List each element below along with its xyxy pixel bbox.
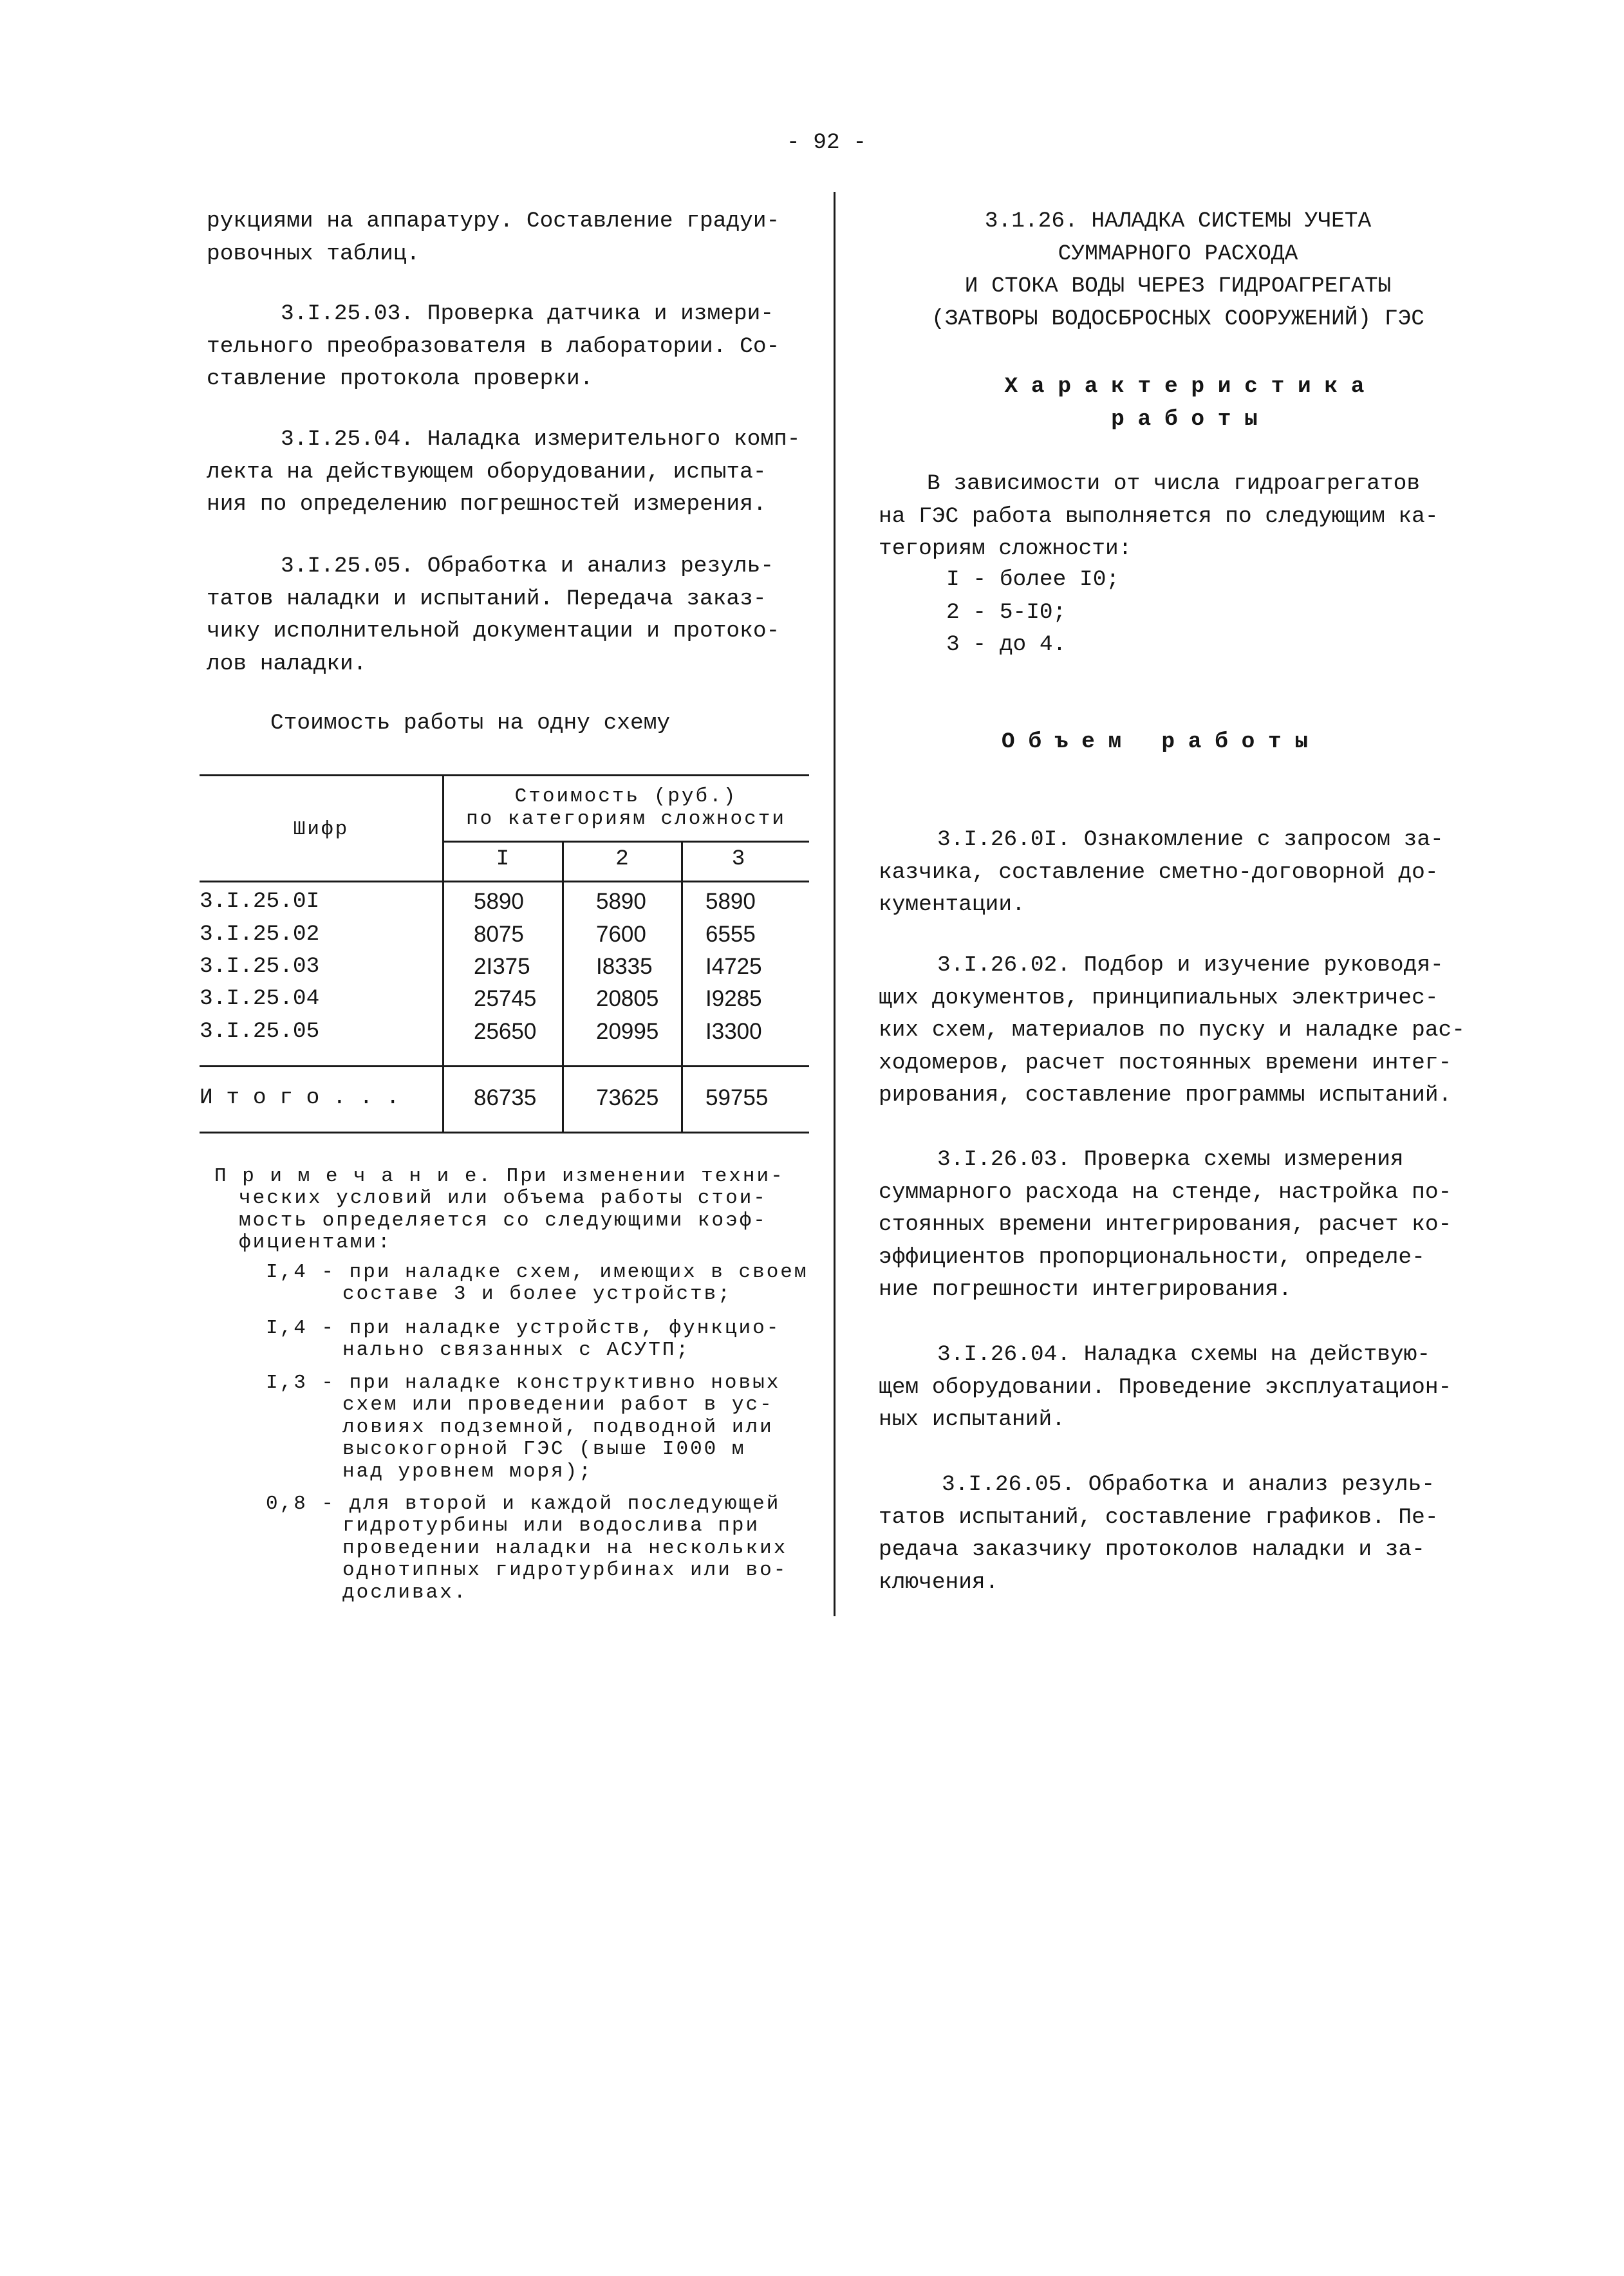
text-line: рирования, составление программы испытаний.: [879, 1083, 1452, 1108]
text-line: однотипных гидротурбинах или во-: [342, 1559, 788, 1582]
table-header-code: Шифр: [293, 818, 350, 841]
text-line: стоянных времени интегрирования, расчет ко-: [879, 1212, 1452, 1237]
table-rule-header-split: [443, 841, 809, 843]
item-3-1-25-03: [207, 298, 779, 396]
note-factor-item: [266, 1262, 808, 1306]
row-value-cat-3: I9285: [705, 986, 762, 1011]
text-line: кументации.: [879, 892, 1025, 917]
text-line: лекта на действующем оборудовании, испыта-: [207, 459, 767, 485]
row-value-cat-2: 5890: [596, 889, 646, 914]
section-title: [879, 205, 1477, 335]
table-header-cost: Стоимость (руб.): [514, 785, 738, 808]
text-line: мость определяется со следующими коэф-: [239, 1209, 767, 1232]
text-line: ния по определению погрешностей измерения.: [207, 492, 767, 517]
text-line: ключения.: [879, 1569, 999, 1595]
item-3-1-26-05: [879, 1469, 1439, 1599]
text-line: редача заказчику протоколов наладки и за-: [879, 1537, 1425, 1562]
row-value-cat-3: 5890: [705, 889, 756, 914]
row-value-cat-1: 8075: [474, 922, 524, 947]
text-line: I - более I0;: [946, 567, 1120, 592]
total-value-cat-3: 59755: [705, 1085, 769, 1110]
item-3-1-25-05: [207, 550, 779, 680]
text-line: СУММАРНОГО РАСХОДА: [1058, 241, 1298, 266]
column-divider: [834, 192, 835, 1616]
table-col-rule-3: [681, 841, 683, 1133]
item-3-1-26-03: [879, 1144, 1451, 1307]
row-value-cat-1: 25650: [474, 1019, 537, 1044]
text-line: р а б о т ы: [1111, 406, 1258, 432]
text-line: Х а р а к т е р и с т и к а: [1004, 374, 1365, 399]
text-line: I,3 - при наладке конструктивно новых: [266, 1372, 781, 1394]
text-line: татов наладки и испытаний. Передача заказ-: [207, 586, 767, 611]
text-line: лов наладки.: [207, 651, 367, 676]
text-line: рукциями на аппаратуру. Составление градуи-: [207, 209, 780, 234]
row-value-cat-2: 7600: [596, 922, 646, 947]
text-line: I,4 - при наладке устройств, функцио-: [266, 1317, 781, 1339]
text-line: казчика, составление сметно-договорной до-: [879, 859, 1439, 885]
text-line: 3.I.26.03. Проверка схемы измерения: [937, 1147, 1404, 1172]
text-line: ставление протокола проверки.: [207, 366, 593, 391]
text-line: суммарного расхода на стенде, настройка по-: [879, 1179, 1452, 1205]
cost-caption: Стоимость работы на одну схему: [270, 711, 671, 736]
text-line: досливах.: [342, 1581, 468, 1604]
text-line: схем или проведении работ в ус-: [342, 1394, 774, 1417]
row-value-cat-3: I4725: [705, 954, 762, 979]
text-line: I,4 - при наладке схем, имеющих в своем: [266, 1261, 808, 1283]
row-code: 3.I.25.05: [200, 1019, 320, 1044]
note-factor-item: [266, 1493, 787, 1604]
item-3-1-26-01: [879, 824, 1444, 922]
scope-heading: О б ъ е м р а б о т ы: [1001, 729, 1309, 754]
table-category-1: I: [496, 846, 510, 872]
text-line: составе 3 и более устройств;: [342, 1283, 732, 1306]
text-line: 3.I.26.0I. Ознакомление с запросом за-: [937, 827, 1444, 852]
item-3-1-26-04: [879, 1339, 1451, 1437]
row-code: 3.I.25.02: [200, 922, 320, 947]
row-code: 3.I.25.03: [200, 954, 320, 979]
text-line: 3 - до 4.: [946, 632, 1067, 657]
text-line: П р и м е ч а н и е. При изменении техни-: [214, 1165, 785, 1188]
text-line: высокогорной ГЭС (выше I000 м: [342, 1438, 746, 1461]
text-line: тельного преобразователя в лаборатории. Со-: [207, 333, 780, 359]
row-value-cat-1: 5890: [474, 889, 524, 914]
page-number: - 92 -: [786, 130, 867, 155]
text-line: эффициентов пропорциональности, определе-: [879, 1244, 1425, 1270]
text-line: 3.1.26. НАЛАДКА СИСТЕМЫ УЧЕТА: [984, 209, 1372, 234]
text-line: щем оборудовании. Проведение эксплуатацион-: [879, 1374, 1452, 1400]
row-value-cat-2: I8335: [596, 954, 653, 979]
text-line: 3.I.26.05. Обработка и анализ резуль-: [942, 1472, 1435, 1497]
total-value-cat-1: 86735: [474, 1085, 537, 1110]
text-line: ловиях подземной, подводной или: [342, 1415, 774, 1439]
text-line: щих документов, принципиальных электричес-: [879, 985, 1439, 1011]
row-value-cat-1: 25745: [474, 986, 537, 1011]
text-line: ние погрешности интегрирования.: [879, 1277, 1292, 1302]
text-line: ходомеров, расчет постоянных времени интег-: [879, 1050, 1452, 1076]
table-col-rule-2: [562, 841, 564, 1133]
table-rule-bottom: [200, 1132, 809, 1133]
characteristic-heading: [879, 371, 1490, 436]
table-category-3: 3: [731, 846, 745, 872]
text-line: нально связанных с АСУТП;: [342, 1339, 691, 1362]
row-value-cat-3: 6555: [705, 922, 756, 947]
text-line: чику исполнительной документации и протоко-: [207, 619, 780, 644]
total-label: И т о г о . . .: [200, 1085, 400, 1110]
complexity-categories-list: [946, 564, 1119, 662]
row-code: 3.I.25.0I: [200, 889, 320, 914]
left-intro-paragraph: [207, 205, 779, 270]
text-line: 3.I.26.04. Наладка схемы на действую-: [937, 1342, 1431, 1367]
text-line: гидротурбины или водослива при: [342, 1515, 760, 1538]
row-value-cat-3: I3300: [705, 1019, 762, 1044]
row-value-cat-2: 20995: [596, 1019, 659, 1044]
text-line: татов испытаний, составление графиков. Пе-: [879, 1504, 1439, 1530]
text-line: 0,8 - для второй и каждой последующей: [266, 1493, 781, 1515]
item-3-1-26-02: [879, 949, 1465, 1112]
text-line: ровочных таблиц.: [207, 241, 420, 266]
text-line: 3.I.25.05. Обработка и анализ резуль-: [281, 554, 774, 579]
total-value-cat-2: 73625: [596, 1085, 659, 1110]
text-line: ческих условий или объема работы стои-: [239, 1187, 767, 1210]
row-code: 3.I.25.04: [200, 986, 320, 1011]
note-factor-item: [266, 1318, 780, 1362]
note-factor-item: [266, 1372, 780, 1483]
text-line: В зависимости от числа гидроагрегатов: [927, 471, 1421, 496]
table-rule-top: [200, 774, 809, 776]
table-category-2: 2: [615, 846, 629, 872]
text-line: И СТОКА ВОДЫ ЧЕРЕЗ ГИДРОАГРЕГАТЫ: [964, 274, 1392, 299]
text-line: на ГЭС работа выполняется по следующим ка-: [879, 503, 1439, 529]
text-line: 3.I.26.02. Подбор и изучение руководя-: [937, 953, 1444, 978]
text-line: проведении наладки на нескольких: [342, 1536, 788, 1560]
text-line: над уровнем моря);: [342, 1460, 593, 1483]
text-line: фициентами:: [239, 1231, 392, 1255]
text-line: ких схем, материалов по пуску и наладке рас-: [879, 1018, 1465, 1043]
row-value-cat-2: 20805: [596, 986, 659, 1011]
text-line: 3.I.25.04. Наладка измерительного комп-: [281, 427, 801, 452]
note-intro: [214, 1166, 785, 1255]
text-line: ных испытаний.: [879, 1407, 1065, 1432]
table-rule-before-total: [200, 1065, 809, 1067]
text-line: (ЗАТВОРЫ ВОДОСБРОСНЫХ СООРУЖЕНИЙ) ГЭС: [931, 306, 1425, 331]
table-rule-header-bottom: [200, 881, 809, 882]
row-value-cat-1: 2I375: [474, 954, 530, 979]
text-line: 2 - 5-I0;: [946, 599, 1067, 625]
table-header-cost-sub: по категориям сложности: [466, 808, 786, 830]
characteristic-text: [879, 468, 1439, 566]
item-3-1-25-04: [207, 424, 800, 521]
text-line: 3.I.25.03. Проверка датчика и измери-: [281, 301, 774, 326]
text-line: тегориям сложности:: [879, 536, 1132, 561]
